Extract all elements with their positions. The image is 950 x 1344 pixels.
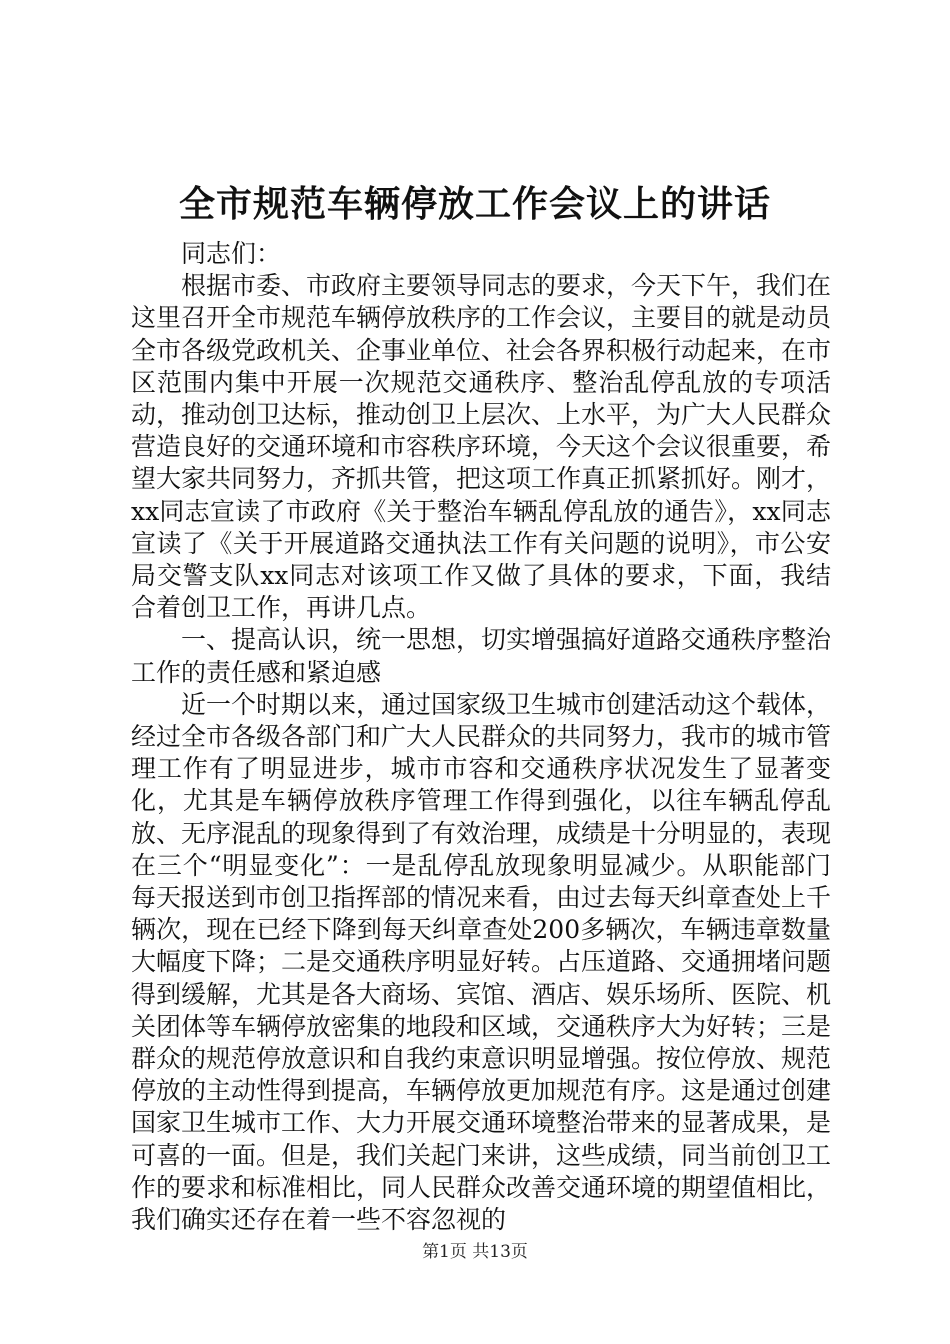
document-title: 全市规范车辆停放工作会议上的讲话: [178, 183, 771, 225]
page-number-footer: 第1页 共13页: [422, 1242, 528, 1262]
paragraph-section-1: 近一个时期以来，通过国家级卫生城市创建活动这个载体，经过全市各级各部门和广大人民群众的共同努力，我市的城市管理工作有了明显进步，城市市容和交通秩序状况发生了显著变化，尤其是车辆停放秩序管理工作得到强化，以往车辆乱停乱放、无序混乱的现象得到了有效治理，成绩是十分明显的，表现在三个“明显变化”：一是乱停乱放现象明显减少。从职能部门每天报送到市创卫指挥部的情况来看，由过去每天纠章查处上千辆次，现在已经下降到每天纠章查处200多辆次，车辆违章数量大幅度下降；二是交通秩序明显好转。占压道路、交通拥堵问题得到缓解，尤其是各大商场、宾馆、酒店、娱乐场所、医院、机关团体等车辆停放密集的地段和区域，交通秩序大为好转；三是群众的规范停放意识和自我约束意识明显增强。按位停放、规范停放的主动性得到提高，车辆停放更加规范有序。这是通过创建国家卫生城市工作、大力开展交通环境整治带来的显著成果，是可喜的一面。但是，我们关起门来讲，这些成绩，同当前创卫工作的要求和标准相比，同人民群众改善交通环境的期望值相比，我们确实还存在着一些不容忽视的: [131, 689, 832, 1235]
paragraph-intro: 根据市委、市政府主要领导同志的要求，今天下午，我们在这里召开全市规范车辆停放秩序的工作会议，主要目的就是动员全市各级党政机关、企事业单位、社会各界积极行动起来，在市区范围内集中开展一次规范交通秩序、整治乱停乱放的专项活动，推动创卫达标，推动创卫上层次、上水平，为广大人民群众营造良好的交通环境和市容秩序环境，今天这个会议很重要，希望大家共同努力，齐抓共管，把这项工作真正抓紧抓好。刚才，xx同志宣读了市政府《关于整治车辆乱停乱放的通告》，xx同志宣读了《关于开展道路交通执法工作有关问题的说明》，市公安局交警支队xx同志对该项工作又做了具体的要求，下面，我结合着创卫工作，再讲几点。: [131, 271, 832, 623]
section-heading-1: 一、提高认识，统一思想，切实增强搞好道路交通秩序整治工作的责任感和紧迫感: [131, 625, 832, 687]
document-body: [131, 238, 831, 1236]
salutation: 同志们：: [181, 239, 282, 268]
